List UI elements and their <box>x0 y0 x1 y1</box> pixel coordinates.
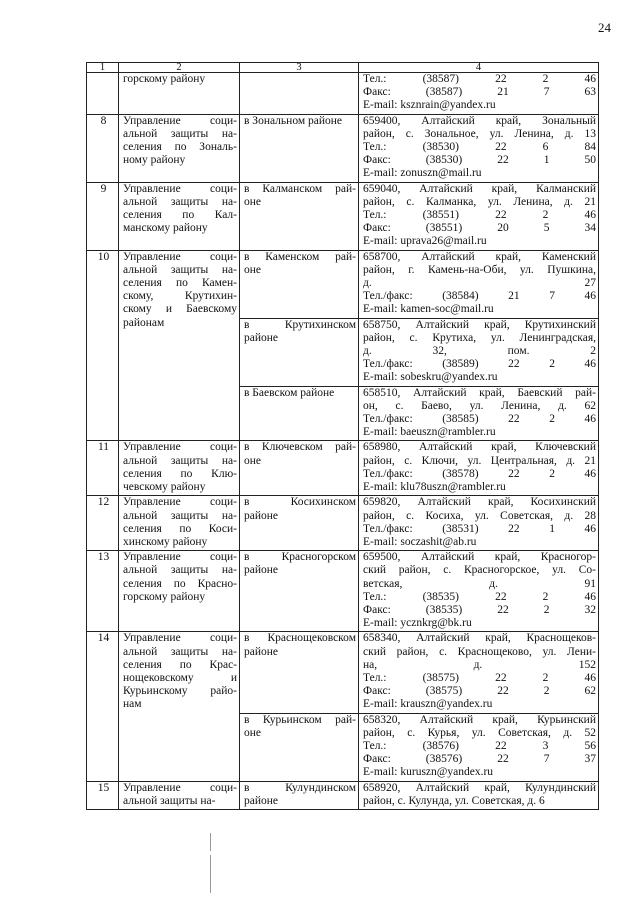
department-cell <box>119 551 240 632</box>
district-cell <box>240 114 359 182</box>
contact-line: д. 32, пом. 2 <box>363 345 596 358</box>
contact-line: Факс: (38551) 20 5 34 <box>363 222 596 235</box>
text-line: альной защиты на- <box>123 263 237 276</box>
row-number <box>87 73 119 115</box>
text-line: селения по Крас- <box>123 658 237 671</box>
department-cell <box>119 781 240 809</box>
text-line: чевскому району <box>123 481 206 494</box>
text-line: альной защиты на- <box>123 564 237 577</box>
contact-line: 658700, Алтайский край, Каменский <box>363 250 596 263</box>
contact-line: Факс: (38576) 22 7 37 <box>363 753 596 766</box>
text-line: Управление соци- <box>123 250 237 263</box>
contact-line: 659400, Алтайский край, Зональный <box>363 114 596 127</box>
contact-line: E-mail: soczashit@ab.ru <box>363 535 477 548</box>
contact-line: E-mail: ycznkrg@bk.ru <box>363 617 472 630</box>
text-line: нам <box>123 698 142 711</box>
contact-line: E-mail: krauszn@yandex.ru <box>363 698 493 711</box>
text-line: Управление соци- <box>123 551 237 564</box>
contact-line: Тел./факс: (38585) 22 2 46 <box>363 413 596 426</box>
text-line: селения по Зональ- <box>123 141 237 154</box>
text-line: манскому району <box>123 222 208 235</box>
contact-cell <box>359 250 599 318</box>
contact-line: Тел.: (38551) 22 2 46 <box>363 209 596 222</box>
department-cell <box>119 250 240 441</box>
table-row <box>87 551 599 632</box>
text-line: селения по Красно- <box>123 577 237 590</box>
contact-cell <box>359 318 599 386</box>
contact-line: Тел./факс: (38589) 22 2 46 <box>363 358 596 371</box>
department-cell <box>119 73 240 115</box>
contact-line: 658340, Алтайский край, Краснощеков- <box>363 632 596 645</box>
contact-cell <box>359 114 599 182</box>
district-cell <box>240 713 359 781</box>
text-line: Управление соци- <box>123 441 237 454</box>
contact-line: E-mail: sobeskru@yandex.ru <box>363 371 498 384</box>
text-line: горскому району <box>123 590 206 603</box>
department-cell <box>119 632 240 781</box>
contact-line: 658320, Алтайский край, Курьинский <box>363 713 596 726</box>
text-line: скому и Баевскому <box>123 303 237 316</box>
text-line: Курьинскому райо- <box>123 685 237 698</box>
table-row <box>87 632 599 713</box>
text-line: оне <box>244 263 262 276</box>
text-line: оне <box>244 726 262 739</box>
contact-line: E-mail: zonuszn@mail.ru <box>363 167 482 180</box>
contact-line: Тел./факс: (38584) 21 7 46 <box>363 290 596 303</box>
text-line: альной защиты на- <box>123 509 237 522</box>
text-line: районе <box>244 331 279 344</box>
page-number: 24 <box>598 20 611 35</box>
text-line: горскому району <box>123 73 206 85</box>
contact-cell <box>359 551 599 632</box>
text-line: в Баевском районе <box>244 386 335 399</box>
district-cell <box>240 250 359 318</box>
text-line: Управление соци- <box>123 781 237 794</box>
text-line: селения по Клю- <box>123 467 237 480</box>
table-row <box>87 114 599 182</box>
text-line: оне <box>244 454 262 467</box>
contact-line: Тел.: (38587) 22 2 46 <box>363 73 596 85</box>
text-line: в Каменском рай- <box>244 250 356 263</box>
text-line: Управление соци- <box>123 114 237 127</box>
contact-line: E-mail: ksznrain@yandex.ru <box>363 99 496 112</box>
contact-line: район, с. Зональное, ул. Ленина, д. 13 <box>363 127 596 140</box>
contact-line: 658750, Алтайский край, Крутихинский <box>363 318 596 331</box>
contact-line: на, д. 152 <box>363 658 596 671</box>
text-line: селения по Кал- <box>123 209 237 222</box>
row-number: 12 <box>87 496 119 551</box>
column-divider-stub <box>210 855 211 893</box>
contact-line: район, с. Ключи, ул. Центральная, д. 21 <box>363 454 596 467</box>
contact-line: он, с. Баево, ул. Ленина, д. 62 <box>363 399 596 412</box>
contact-line: Тел./факс: (38531) 22 1 46 <box>363 522 596 535</box>
district-cell <box>240 386 359 441</box>
row-number: 13 <box>87 551 119 632</box>
text-line: районе <box>244 564 279 577</box>
text-line: альной защиты на- <box>123 127 237 140</box>
text-line: районе <box>244 645 279 658</box>
table-row <box>87 250 599 318</box>
contact-line: район, с. Кулунда, ул. Советская, д. 6 <box>363 794 545 807</box>
contact-line: 659500, Алтайский край, Красногор- <box>363 551 596 564</box>
contact-line: район, с. Крутиха, ул. Ленинградская, <box>363 331 596 344</box>
text-line: Управление соци- <box>123 496 237 509</box>
district-cell <box>240 73 359 115</box>
table-row <box>87 182 599 250</box>
department-cell <box>119 182 240 250</box>
district-cell <box>240 496 359 551</box>
table-header-row <box>87 63 599 73</box>
text-line: альной защиты на- <box>123 195 237 208</box>
contact-line: E-mail: uprava26@mail.ru <box>363 235 487 248</box>
offices-table <box>86 62 599 810</box>
row-number: 8 <box>87 114 119 182</box>
contact-line: E-mail: baeuszn@rambler.ru <box>363 426 496 439</box>
contact-line: район, г. Камень-на-Оби, ул. Пушкина, <box>363 263 596 276</box>
district-cell <box>240 318 359 386</box>
text-line: в Краснощековском <box>244 632 356 645</box>
district-cell <box>240 441 359 496</box>
text-line: ному району <box>123 154 186 167</box>
contact-cell <box>359 386 599 441</box>
contact-line: ветская, д. 91 <box>363 577 596 590</box>
contact-line: 658920, Алтайский край, Кулундинский <box>363 781 596 794</box>
contact-line: д. 27 <box>363 277 596 290</box>
contact-cell <box>359 496 599 551</box>
contact-cell <box>359 632 599 713</box>
text-line: в Курьинском рай- <box>244 713 356 726</box>
text-line: в Ключевском рай- <box>244 441 356 454</box>
table-row <box>87 73 599 115</box>
text-line: в Зональном районе <box>244 114 343 127</box>
text-line: скому, Крутихин- <box>123 290 237 303</box>
contact-cell <box>359 441 599 496</box>
contact-line: E-mail: kamen-soc@mail.ru <box>363 303 494 316</box>
contact-line: Тел.: (38575) 22 2 46 <box>363 671 596 684</box>
contact-line: ский район, с. Красногорское, ул. Со- <box>363 564 596 577</box>
row-number: 10 <box>87 250 119 441</box>
contact-line: Факс: (38575) 22 2 62 <box>363 685 596 698</box>
row-number: 15 <box>87 781 119 809</box>
text-line: хинскому району <box>123 535 208 548</box>
text-line: в Калманском рай- <box>244 182 356 195</box>
district-cell <box>240 551 359 632</box>
text-line: районе <box>244 794 279 807</box>
column-header: 4 <box>359 63 599 73</box>
contact-line: 658980, Алтайский край, Ключевский <box>363 441 596 454</box>
column-header: 3 <box>240 63 359 73</box>
contact-line: E-mail: klu78uszn@rambler.ru <box>363 481 506 494</box>
contact-line: Тел.: (38576) 22 3 56 <box>363 739 596 752</box>
contact-line: 658510, Алтайский край, Баевский рай- <box>363 386 596 399</box>
contact-cell <box>359 781 599 809</box>
text-line: альной защиты на- <box>123 454 237 467</box>
contact-line: Тел.: (38530) 22 6 84 <box>363 141 596 154</box>
district-cell <box>240 781 359 809</box>
text-line: оне <box>244 195 262 208</box>
text-line: в Красногорском <box>244 551 356 564</box>
text-line: селения по Коси- <box>123 522 237 535</box>
contact-line: район, с. Курья, ул. Советская, д. 52 <box>363 726 596 739</box>
column-header: 1 <box>87 63 119 73</box>
table-body <box>87 73 599 810</box>
row-number: 11 <box>87 441 119 496</box>
department-cell <box>119 114 240 182</box>
column-header: 2 <box>119 63 240 73</box>
text-line: в Крутихинском <box>244 318 356 331</box>
contact-cell <box>359 73 599 115</box>
column-divider-stub <box>210 833 211 851</box>
table-row <box>87 781 599 809</box>
text-line: нощековскому и <box>123 671 237 684</box>
district-cell <box>240 632 359 713</box>
text-line: Управление соци- <box>123 182 237 195</box>
contact-line: E-mail: kuruszn@yandex.ru <box>363 766 494 779</box>
contact-line: Факс: (38587) 21 7 63 <box>363 86 596 99</box>
contact-line: район, с. Калманка, ул. Ленина, д. 21 <box>363 195 596 208</box>
table-row <box>87 496 599 551</box>
text-line: селения по Камен- <box>123 277 237 290</box>
text-line: Управление соци- <box>123 632 237 645</box>
contact-line: 659820, Алтайский край, Косихинский <box>363 496 596 509</box>
text-line: альной защиты на- <box>123 794 216 807</box>
text-line: альной защиты на- <box>123 645 237 658</box>
contact-line: 659040, Алтайский край, Калманский <box>363 182 596 195</box>
contact-line: Факс: (38535) 22 2 32 <box>363 603 596 616</box>
row-number: 14 <box>87 632 119 781</box>
contact-line: район, с. Косиха, ул. Советская, д. 28 <box>363 509 596 522</box>
contact-line: Тел.: (38535) 22 2 46 <box>363 590 596 603</box>
contact-cell <box>359 182 599 250</box>
text-line: в Кулундинском <box>244 781 356 794</box>
text-line: в Косихинском <box>244 496 356 509</box>
contact-line: ский район, с. Краснощеково, ул. Лени- <box>363 645 596 658</box>
contact-cell <box>359 713 599 781</box>
contact-line: Тел./факс: (38578) 22 2 46 <box>363 467 596 480</box>
table-row <box>87 441 599 496</box>
row-number: 9 <box>87 182 119 250</box>
department-cell <box>119 441 240 496</box>
district-cell <box>240 182 359 250</box>
text-line: районам <box>123 316 165 329</box>
text-line: районе <box>244 509 279 522</box>
contact-line: Факс: (38530) 22 1 50 <box>363 154 596 167</box>
department-cell <box>119 496 240 551</box>
